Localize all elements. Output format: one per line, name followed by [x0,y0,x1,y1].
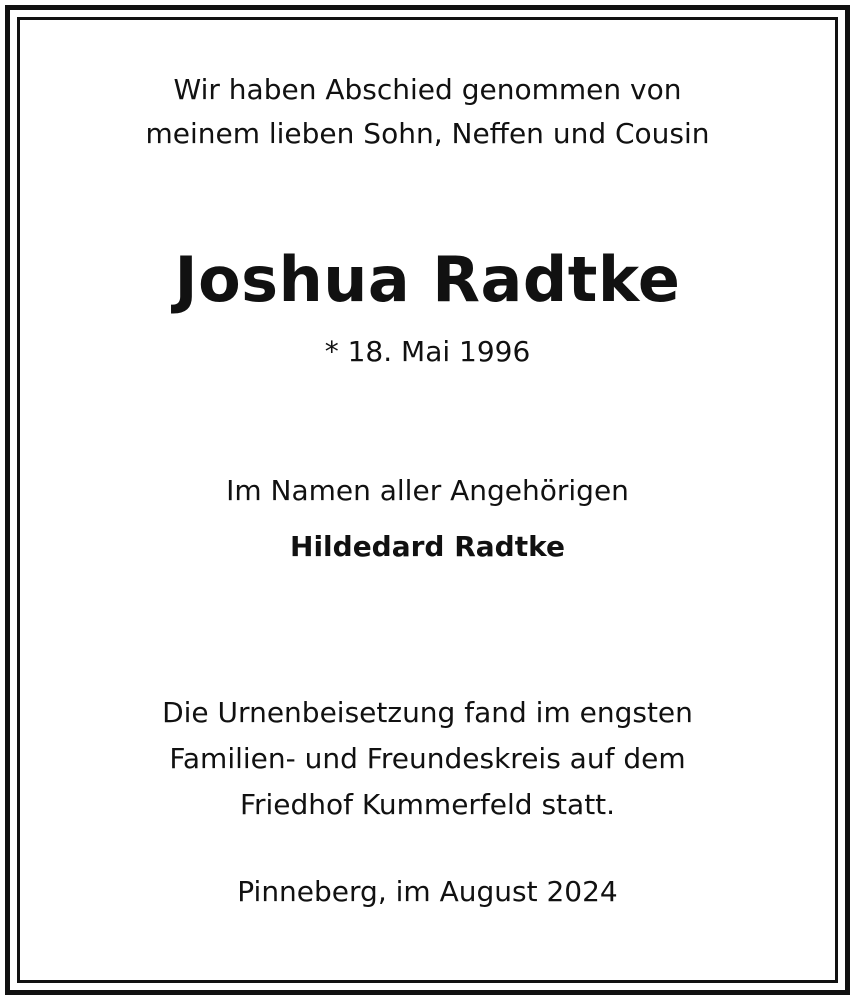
burial-line-2: Familien- und Freundeskreis auf dem [169,742,686,775]
place-and-date: Pinneberg, im August 2024 [237,875,618,908]
burial-line-1: Die Urnenbeisetzung fand im engsten [162,696,693,729]
signer-name: Hildedard Radtke [290,530,565,563]
deceased-name: Joshua Radtke [174,243,681,316]
intro-line-2: meinem lieben Sohn, Neffen und Cousin [145,117,710,150]
birth-date: * 18. Mai 1996 [324,335,531,368]
burial-info [0,690,855,828]
intro-line-1: Wir haben Abschied genommen von [173,73,682,106]
intro-text [0,68,855,156]
burial-line-3: Friedhof Kummerfeld statt. [239,788,616,821]
on-behalf-text: Im Namen aller Angehörigen [226,474,629,507]
